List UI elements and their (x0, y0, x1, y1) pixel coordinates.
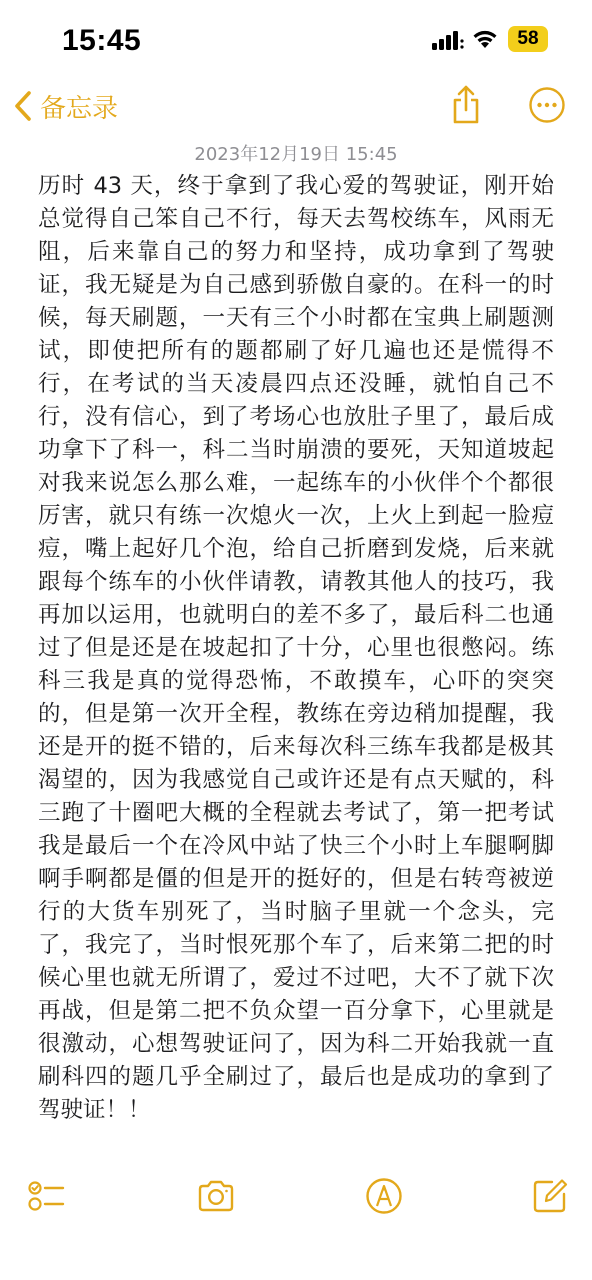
note-timestamp: 2023年12月19日 15:45 (194, 144, 398, 165)
note-line: 跟每个练车的小伙伴请教，请教其他人的技巧，我 (38, 569, 554, 595)
note-line: 再加以运用，也就明白的差不多了，最后科二也通 (38, 602, 554, 628)
note-line: 再战，但是第二把不负众望一百分拿下，心里就是 (38, 998, 554, 1024)
compose-icon[interactable] (530, 1176, 570, 1216)
share-icon[interactable] (450, 84, 482, 126)
back-label: 备忘录 (40, 93, 119, 124)
note-line: 很激动，心想驾驶证问了，因为科二开始我就一直 (38, 1031, 554, 1057)
markup-pen-icon[interactable] (364, 1176, 404, 1216)
status-time: 15:45 (62, 24, 142, 57)
battery-icon: 58 (508, 26, 548, 52)
note-line: 三跑了十圈吧大概的全程就去考试了，第一把考试 (38, 800, 554, 826)
note-line: 候，每天刷题，一天有三个小时都在宝典上刷题测 (38, 305, 554, 331)
bottom-toolbar (0, 1166, 592, 1226)
cellular-signal-icon (432, 30, 464, 50)
note-line: 功拿下了科一，科二当时崩溃的要死，天知道坡起 (38, 437, 554, 463)
note-line: 行的大货车别死了，当时脑子里就一个念头，完 (38, 899, 554, 925)
status-bar (0, 0, 592, 80)
note-body[interactable] (38, 170, 554, 1127)
note-line: 科三我是真的觉得恐怖，不敢摸车，心吓的突突 (38, 668, 554, 694)
checklist-icon[interactable] (26, 1176, 66, 1216)
note-line: 阻，后来靠自己的努力和坚持，成功拿到了驾驶 (38, 239, 554, 265)
note-line: 驾驶证！！ (38, 1097, 151, 1123)
note-line: 历时 43 天，终于拿到了我心爱的驾驶证，刚开始 (38, 173, 554, 199)
note-line: 对我来说怎么那么难，一起练车的小伙伴个个都很 (38, 470, 554, 496)
nav-bar (0, 80, 592, 136)
note-line: 刷科四的题几乎全刷过了，最后也是成功的拿到了 (38, 1064, 554, 1090)
note-line: 了，我完了，当时恨死那个车了，后来第二把的时 (38, 932, 554, 958)
note-line: 我是最后一个在冷风中站了快三个小时上车腿啊脚 (38, 833, 554, 859)
more-icon[interactable] (528, 86, 566, 124)
note-line: 痘，嘴上起好几个泡，给自己折磨到发烧，后来就 (38, 536, 554, 562)
note-line: 行，在考试的当天凌晨四点还没睡，就怕自己不 (38, 371, 554, 397)
chevron-left-icon (12, 90, 34, 122)
note-line: 啊手啊都是僵的但是开的挺好的，但是右转弯被逆 (38, 866, 554, 892)
note-line: 证，我无疑是为自己感到骄傲自豪的。在科一的时 (38, 272, 554, 298)
note-line: 总觉得自己笨自己不行，每天去驾校练车，风雨无 (38, 206, 554, 232)
wifi-icon (472, 28, 498, 50)
note-line: 厉害，就只有练一次熄火一次，上火上到起一脸痘 (38, 503, 554, 529)
note-line: 过了但是还是在坡起扣了十分，心里也很憋闷。练 (38, 635, 554, 661)
camera-icon[interactable] (196, 1176, 236, 1216)
note-line: 试，即使把所有的题都刷了好几遍也还是慌得不 (38, 338, 554, 364)
note-line: 行，没有信心，到了考场心也放肚子里了，最后成 (38, 404, 554, 430)
note-line: 渴望的，因为我感觉自己或许还是有点天赋的，科 (38, 767, 554, 793)
note-line: 的，但是第一次开全程，教练在旁边稍加提醒，我 (38, 701, 554, 727)
note-line: 候心里也就无所谓了，爱过不过吧，大不了就下次 (38, 965, 554, 991)
note-line: 还是开的挺不错的，后来每次科三练车我都是极其 (38, 734, 554, 760)
back-button[interactable] (12, 86, 118, 126)
